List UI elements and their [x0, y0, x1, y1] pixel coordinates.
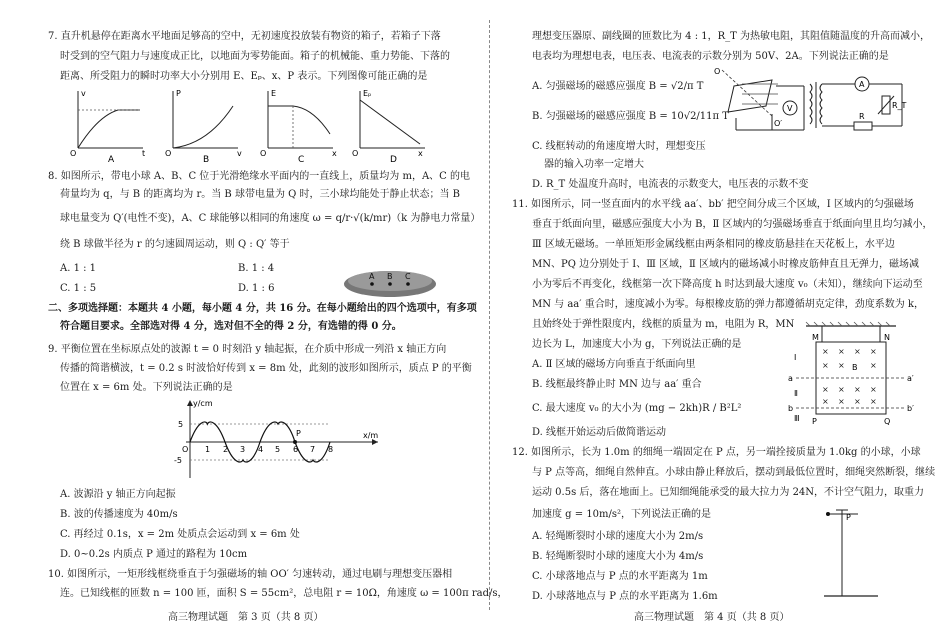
q8-line1: 8. 如图所示，带电小球 A、B、C 位于光滑绝缘水平面内的一直线上，质量均为 m，A、C 的电	[48, 171, 471, 182]
svg-text:×: ×	[870, 385, 877, 394]
q12-option-a: A. 轻绳断裂时小球的速度大小为 2m/s	[532, 531, 704, 542]
ball-a-label: A	[369, 272, 375, 281]
q10-option-d: D. R_T 处温度升高时，电流表的示数变大，电压表的示数不变	[532, 179, 809, 190]
svg-text:×: ×	[822, 397, 829, 406]
q7-b-zero: O	[165, 149, 172, 158]
q7-d-xlabel: x	[418, 149, 423, 158]
q9-xtick-6: 6	[293, 445, 299, 454]
q8-line3: 球电量变为 Q′(电性不变)，A、C 球能够以相同的角速度 ω = q/r·√(k/mr)（k 为静电力常量）	[60, 213, 481, 224]
q7-line3: 距离、所受阻力的瞬时功率大小分别用 E、Eₚ、x、P 表示。下列图像可能正确的是	[60, 71, 428, 82]
q11-region1: Ⅰ	[794, 353, 797, 362]
q7-d-label: D	[390, 155, 397, 164]
ball-c-label: C	[405, 272, 411, 281]
circuit-o-label: O	[714, 67, 721, 76]
page-divider	[489, 20, 490, 610]
q7-c-ylabel: E	[271, 89, 277, 98]
q7-a-xlabel: t	[142, 149, 146, 158]
q7-a-zero: O	[70, 149, 77, 158]
svg-text:×: ×	[870, 347, 877, 356]
q11-a-label: a	[788, 374, 793, 383]
q7-c-zero: O	[260, 149, 267, 158]
q7-graph-c	[260, 89, 337, 164]
q7-c-xlabel: x	[332, 149, 337, 158]
q9-option-d: D. 0~0.2s 内质点 P 通过的路程为 10cm	[60, 549, 248, 560]
q12-p-label: P	[846, 513, 851, 522]
section2-line1: 二、多项选择题：本题共 4 小题，每小题 4 分，共 16 分。在每小题给出的四个选项中，有多项	[48, 303, 477, 314]
left-footer: 高三物理试题 第 3 页（共 8 页）	[168, 612, 324, 623]
q7-b-ylabel: P	[176, 89, 181, 98]
svg-text:×: ×	[854, 397, 861, 406]
q11-option-c: C. 最大速度 v₀ 的大小为 (mg − 2kh)R / B²L²	[532, 403, 742, 414]
q11-line7: 且始终处于弹性限度内，线框的质量为 m，电阻为 R，MN	[532, 319, 795, 330]
svg-text:×: ×	[870, 397, 877, 406]
q11-line6: MN 与 aa′ 重合时，速度减小为零。每根橡皮筋的弹力都遵循胡克定律，劲度系数为 k，	[532, 299, 924, 310]
q11-b-label: B	[852, 363, 858, 372]
q11-a2-label: a′	[907, 374, 914, 383]
q9-option-b: B. 波的传播速度为 40m/s	[60, 509, 178, 520]
q9-xtick-7: 7	[310, 445, 316, 454]
q11-line8: 边长为 L，加速度大小为 g，下列说法正确的是	[532, 339, 742, 350]
q7-a-ylabel: v	[81, 89, 86, 98]
q10-circuit	[712, 64, 912, 140]
svg-text:×: ×	[854, 385, 861, 394]
q9-xtick-5: 5	[275, 445, 281, 454]
q8-figure	[340, 262, 440, 302]
q11-option-a: A. Ⅱ 区域的磁场方向垂直于纸面向里	[532, 359, 696, 370]
q7-graphs	[68, 86, 428, 164]
svg-text:×: ×	[854, 347, 861, 356]
q7-d-zero: O	[352, 149, 359, 158]
q9-xtick-3: 3	[240, 445, 246, 454]
q12-option-b: B. 轻绳断裂时小球的速度大小为 4m/s	[532, 551, 704, 562]
q9-line3: 位置在 x = 6m 处。下列说法正确的是	[60, 382, 233, 393]
q7-line1: 7. 直升机悬停在距离水平地面足够高的空中，无初速度投放装有物资的箱子，若箱子下落	[48, 31, 441, 42]
q9-ylabel: y/cm	[193, 399, 213, 408]
q9-point-p: P	[296, 429, 301, 438]
svg-text:×: ×	[838, 385, 845, 394]
q11-region3: Ⅲ	[794, 414, 800, 423]
q7-a-label: A	[108, 155, 115, 164]
section2-line2: 符合题目要求。全部选对得 4 分，选对但不全的得 2 分，有选错的得 0 分。	[60, 321, 402, 332]
q8-option-b: B. 1 : 4	[238, 263, 275, 274]
q8-line2: 荷量均为 q，与 B 的距离均为 r。当 B 球带电量为 Q 时，三小球均能处于静止状态；当 B	[60, 189, 461, 200]
q8-option-d: D. 1 : 6	[238, 283, 275, 294]
q12-line3: 运动 0.5s 后，落在地面上。已知细绳能承受的最大拉力为 24N，不计空气阻力，取重力	[532, 487, 925, 498]
voltmeter-label: V	[787, 104, 793, 113]
q10-line2: 连。已知线框的匝数 n = 100 匝，面积 S = 55cm²，总电阻 r = 10Ω，角速度 ω = 100π rad/s，	[60, 588, 508, 599]
q12-option-d: D. 小球落地点与 P 点的水平距离为 1.6m	[532, 591, 718, 602]
q10-option-c2: 器的输入功率一定增大	[544, 159, 644, 170]
q10-option-a: A. 匀强磁场的磁感应强度 B = √2/π T	[532, 81, 704, 92]
q11-line4: MN、PQ 边分别处于 Ⅰ、Ⅲ 区域，Ⅱ 区域内的磁场减小时橡皮筋伸直且无弹力，磁场减	[532, 259, 920, 270]
q12-line1: 12. 如图所示，长为 1.0m 的细绳一端固定在 P 点，另一端拴接质量为 1.0kg 的小球，小球	[512, 447, 921, 458]
q11-n-label: N	[884, 333, 890, 342]
q10-option-c1: C. 线框转动的角速度增大时，理想变压	[532, 141, 706, 152]
q12-option-c: C. 小球落地点与 P 点的水平距离为 1m	[532, 571, 708, 582]
q11-option-b: B. 线框最终静止时 MN 边与 aa′ 重合	[532, 379, 702, 390]
q11-option-d: D. 线框开始运动后做简谐运动	[532, 427, 667, 438]
q11-p-label: P	[812, 417, 817, 426]
q9-wave-graph	[168, 396, 388, 482]
q10-cont-line2: 电表均为理想电表，电压表、电流表的示数分别为 50V、2A。下列说法正确的是	[532, 51, 889, 62]
q11-line5: 小为零后不再变化，线框第一次下降高度 h 时达到最大速度 v₀（未知），继续向下运动至	[532, 279, 923, 290]
q8-option-a: A. 1 : 1	[60, 263, 97, 274]
q9-ytick-neg5: -5	[174, 456, 182, 465]
ball-b-label: B	[387, 272, 393, 281]
q8-option-c: C. 1 : 5	[60, 283, 97, 294]
q11-m-label: M	[812, 333, 819, 342]
q8-line4: 绕 B 球做半径为 r 的匀速圆周运动，则 Q : Q′ 等于	[60, 239, 290, 250]
q11-b-line-label: b	[788, 404, 794, 413]
q7-graph-a	[70, 89, 145, 164]
q9-xtick-4: 4	[258, 445, 264, 454]
ammeter-label: A	[859, 80, 865, 89]
q11-region2: Ⅱ	[794, 389, 798, 398]
q9-line2: 传播的简谐横波，t = 0.2 s 时波恰好传到 x = 8m 处，此刻的波形如图所示，质点 P 的平衡	[60, 363, 472, 374]
q11-b2-label: b′	[907, 404, 914, 413]
svg-text:×: ×	[822, 385, 829, 394]
thermistor-label: R_T	[892, 101, 907, 110]
q10-option-b: B. 匀强磁场的磁感应强度 B = 10√2/11π T	[532, 111, 729, 122]
q7-c-label: C	[298, 155, 305, 164]
q11-line1: 11. 如图所示，同一竖直面内的水平线 aa′、bb′ 把空间分成三个区域，Ⅰ 区域内的匀强磁场	[512, 199, 914, 210]
q10-cont-line1: 理想变压器原、副线圈的匝数比为 4 : 1，R_T 为热敏电阻，其阻值随温度的升高而减小，	[532, 31, 931, 42]
q9-ytick-5: 5	[178, 420, 184, 429]
svg-text:×: ×	[838, 347, 845, 356]
q11-line3: Ⅲ 区域无磁场。一单匝矩形金属线框由两条相同的橡皮筋悬挂在天花板上，水平边	[532, 239, 895, 250]
q9-line1: 9. 平衡位置在坐标原点处的波源 t = 0 时刻沿 y 轴起振，在介质中形成一列沿 x 轴正方向	[48, 344, 447, 355]
q7-graph-b	[165, 89, 242, 164]
q7-graph-d	[352, 89, 425, 164]
q9-xtick-8: 8	[328, 445, 334, 454]
svg-text:×: ×	[822, 361, 829, 370]
q12-line4: 加速度 g = 10m/s²，下列说法正确的是	[532, 509, 712, 520]
svg-text:×: ×	[838, 397, 845, 406]
q7-b-label: B	[203, 155, 210, 164]
q11-figure	[786, 318, 916, 428]
q12-figure	[822, 504, 882, 600]
circuit-o2-label: O′	[774, 119, 783, 128]
q9-zero: O	[182, 445, 189, 454]
q10-line1: 10. 如图所示，一矩形线框绕垂直于匀强磁场的轴 OO′ 匀速转动，通过电刷与理想变压器相	[48, 569, 453, 580]
q7-d-ylabel: Eₚ	[363, 89, 372, 98]
q9-xtick-2: 2	[223, 445, 229, 454]
q7-line2: 时受到的空气阻力与速度成正比，以地面为零势能面。箱子的机械能、重力势能、下落的	[60, 51, 450, 62]
right-footer: 高三物理试题 第 4 页（共 8 页）	[634, 612, 790, 623]
svg-text:×: ×	[838, 361, 845, 370]
q9-option-c: C. 再经过 0.1s，x = 2m 处质点会运动到 x = 6m 处	[60, 529, 300, 540]
svg-text:×: ×	[822, 347, 829, 356]
q9-option-a: A. 波源沿 y 轴正方向起振	[60, 489, 176, 500]
q11-q-label: Q	[884, 417, 891, 426]
q12-line2: 与 P 点等高，细绳自然伸直。小球由静止释放后，摆动到最低位置时，细绳突然断裂，继续	[532, 467, 936, 478]
q11-line2: 垂直于纸面向里，磁感应强度大小为 B，Ⅱ 区域内的匀强磁场垂直于纸面向里且均匀减小，	[532, 219, 933, 230]
resistor-label: R	[859, 112, 865, 121]
q9-xlabel: x/m	[363, 431, 379, 440]
svg-text:×: ×	[870, 361, 877, 370]
q7-b-xlabel: v	[237, 149, 242, 158]
q9-xtick-1: 1	[205, 445, 211, 454]
